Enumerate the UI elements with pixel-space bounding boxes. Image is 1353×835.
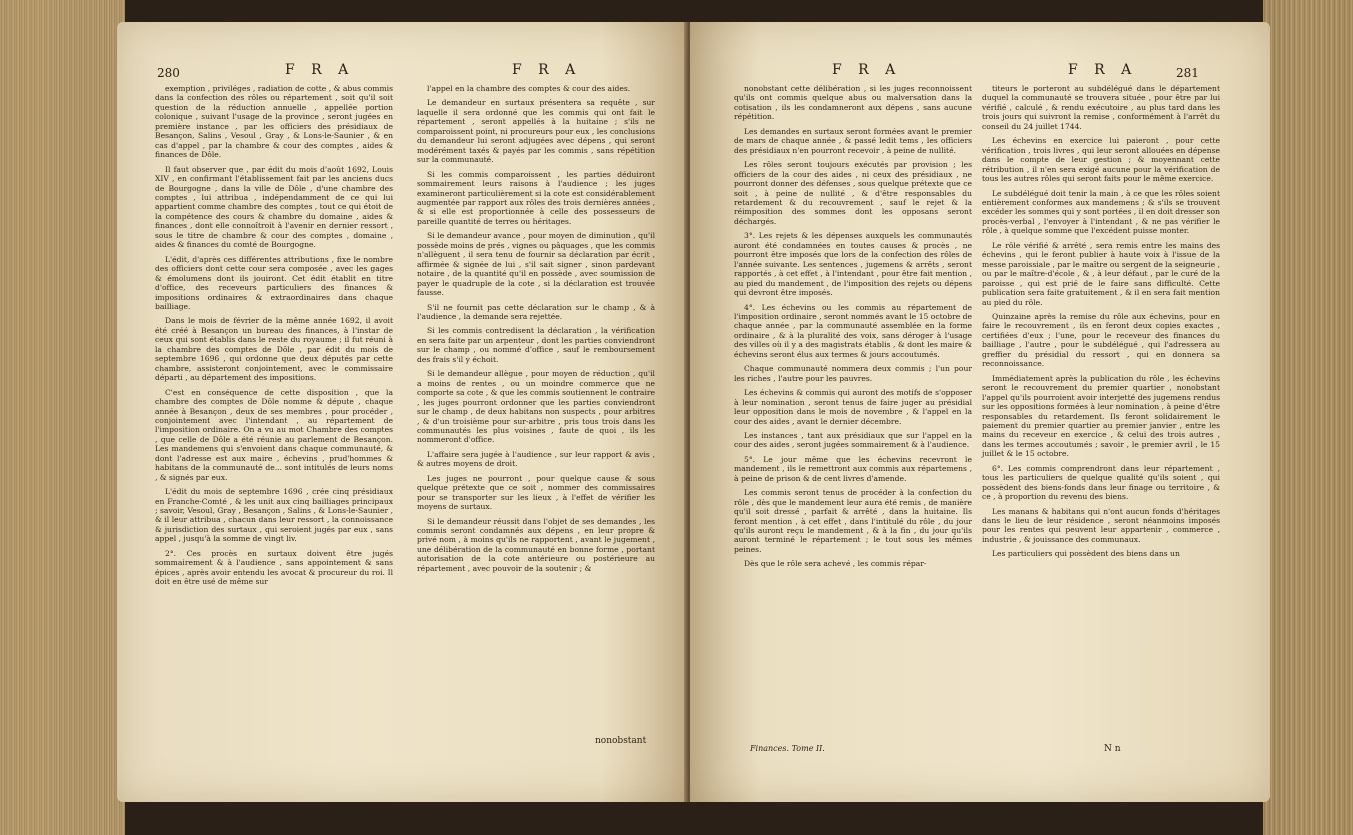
right-page bbox=[690, 22, 1270, 802]
paragraph: Si les commis contredisent la déclaration , la vérification en sera faite par un arpenteur , dont les parties conviendront sur le champ , ou nommé d'office , sauf le remboursement des frais s'il y échoit. bbox=[417, 326, 655, 364]
paragraph: Si le demandeur avance , pour moyen de diminution , qu'il possède moins de prés , vignes ou pâquages , que les commis n'allèguent , il sera tenu de fournir sa déclaration par écrit , affirmée & signée de lui , s'il sait signer , sinon pardevant notaire , de la quantité qu'il en possède , avec soumission de payer le quadruple de la cote , si la déclaration est trouvée fausse. bbox=[417, 231, 655, 298]
paragraph: L'affaire sera jugée à l'audience , sur leur rapport & avis , & autres moyens de droit. bbox=[417, 449, 655, 469]
paragraph: Les instances , tant aux présidiaux que sur l'appel en la cour des aides , seront jugées sommairement & à l'audience. bbox=[734, 430, 972, 450]
paragraph: Le subdélégué doit tenir la main , à ce que les rôles soient entièrement conformes aux mandemens ; & s'ils se trouvent excéder les sommes qui y sont portées , il en doit dresser son procès-verbal , l'envoyer à l'intendant , & ne pas vérifier le rôle , à quelque somme que l'excédent puisse monter. bbox=[982, 188, 1220, 236]
paragraph: L'édit du mois de septembre 1696 , crée cinq présidiaux en Franche-Comté , & les unit aux cinq bailliages principaux ; savoir, Vesoul, Gray , Besançon , Salins , & Lons-le-Saunier , & il leur attribua , chacun dans leur ressort , la connoissance & jurisdiction des surtaux , qui seroient jugés par eux , sans appel , jusqu'à la somme de vingt liv. bbox=[155, 487, 393, 544]
paragraph: Si le demandeur réussit dans l'objet de ses demandes , les commis seront condamnés aux dépens , en leur propre & privé nom , à moins qu'ils ne rapportent , avant le jugement , une délibération de la communauté en bonne forme , portant autorisation de la cote antérieure ou postérieure au répartement , avec pouvoir de la soutenir ; & bbox=[417, 516, 655, 573]
right-page-edges bbox=[1263, 0, 1353, 835]
left-page-column-1 bbox=[155, 84, 393, 592]
paragraph: Les demandes en surtaux seront formées avant le premier de mars de chaque année , & passé ledit tems , les officiers des présidiaux n'en pourront recevoir , à peine de nullité. bbox=[734, 126, 972, 155]
paragraph: Les échevins & commis qui auront des motifs de s'opposer à leur nomination , seront tenus de faire juger au présidial leur opposition dans le mois de novembre , & l'appel en la cour des aides , avant le dernier décembre. bbox=[734, 388, 972, 426]
paragraph: S'il ne fournit pas cette déclaration sur le champ , & à l'audience , la demande sera rejettée. bbox=[417, 302, 655, 321]
paragraph: Il faut observer que , par édit du mois d'août 1692, Louis XIV , en confirmant l'établissement fait par les anciens ducs de Bourgogne , dans la ville de Dôle , d'une chambre des comptes , lui attribua , indépendamment de ce qui lui appartient comme chambre des comptes , tout ce qui étoit de la compétence des cours & chambre du domaine , aides & finances , dont elle connoîtroit à l'avenir en dernier ressort , sous le titre de chambre & cour des comptes , domaine , aides & finances du comté de Bourgogne. bbox=[155, 164, 393, 250]
paragraph: Si le demandeur allègue , pour moyen de réduction , qu'il a moins de rentes , ou un moindre commerce que ne comporte sa cote , & que les commis soutiennent le contraire , les juges pourront ordonner que les parties conviendront sur le champ , de deux habitans non suspects , pour arbitres , & d'un troisième pour sur-arbitre , pris tous trois dans les communautés les plus voisines , faute de quoi , ils les nommeront d'office. bbox=[417, 369, 655, 445]
left-page bbox=[117, 22, 687, 802]
left-running-head-left: F R A bbox=[285, 62, 355, 78]
paragraph: Les commis seront tenus de procéder à la confection du rôle , dès que le mandement leur aura été remis , de manière qu'il soit dressé , parfait & arrêté , dans la huitaine. Ils feront mention , à cet effet , dans l'intitulé du rôle , du jour qu'ils auront reçu le mandement , & à la fin , du jour qu'ils auront terminé le répartement ; le tout sous les mêmes peines. bbox=[734, 488, 972, 554]
paragraph: Si les commis comparoissent , les parties déduiront sommairement leurs raisons à l'audience ; les juges examineront particulièrement si la cote est considérablement augmentée par rapport aux rôles des trois dernières années , & si elle est proportionnée à celle des possesseurs de pareille quantité de terres ou héritages. bbox=[417, 169, 655, 226]
paragraph: 2°. Ces procès en surtaux doivent être jugés sommairement & à l'audience , sans appointement & sans épices , après avoir entendu les avocat & procureur du roi. Il doit en être usé de même sur bbox=[155, 548, 393, 587]
paragraph: C'est en conséquence de cette disposition , que la chambre des comptes de Dôle nomme & députe , chaque année à Besançon , deux de ses membres , pour procéder , conjointement avec l'intendant , au répartement de l'imposition ordinaire. On a vu au mot Chambre des comptes , que celle de Dôle a été réunie au parlement de Besançon. Les mandemens qui s'envoient dans chaque communauté, & dont l'adresse est aux maire , échevins , prud'hommes & habitans de la communauté de... sont intitulés de leurs noms , & signés par eux. bbox=[155, 387, 393, 482]
paragraph: Le rôle vérifié & arrêté , sera remis entre les mains des échevins , qui le feront publier à haute voix à l'issue de la messe paroissiale , par le maître ou sergent de la seigneurie , ou par le maître-d'école , & , à leur défaut , par le curé de la paroisse , qui est prié de le faire sans difficulté. Cette publication sera faite gratuitement , & il en sera fait mention au pied du rôle. bbox=[982, 240, 1220, 307]
right-footnote: Finances. Tome II. bbox=[750, 744, 825, 753]
paragraph: 4°. Les échevins ou les commis au répartement de l'imposition ordinaire , seront nommés avant le 15 octobre de chaque année , par la communauté assemblée en la forme ordinaire , & à la pluralité des voix, sans déroger à l'usage des villes où il y a des magistrats établis , & dont les maire & échevins seront élus aux termes & jours accoutumés. bbox=[734, 302, 972, 359]
paragraph: Les juges ne pourront , pour quelque cause & sous quelque prétexte que ce soit , nommer des commissaires pour se transporter sur les lieux , à l'effet de vérifier les moyens de surtaux. bbox=[417, 473, 655, 512]
paragraph: nonobstant cette délibération , si les juges reconnoissent qu'ils ont commis quelque abus ou malversation dans la cotisation , ils les condamneront aux dépens , sans aucune répétition. bbox=[734, 84, 972, 122]
paragraph: 3°. Les rejets & les dépenses auxquels les communautés auront été condamnées en toutes causes & procès , ne pourront être imposés que lors de la confection des rôles de l'année suivante. Les sentences , jugemens & arrêts , seront rapportés , à cet effet , à l'intendant , pour être fait mention , au pied du mandement , de l'imposition des rejets ou dépens qui devront être imposés. bbox=[734, 231, 972, 298]
right-page-number: 281 bbox=[1176, 66, 1199, 80]
paragraph: Quinzaine après la remise du rôle aux échevins, pour en faire le recouvrement , ils en feront deux copies exactes , certifiées d'eux ; l'une, pour le receveur des finances du bailliage , l'autre , pour le subdélégué , qui l'adressera au greffier du présidial du ressort , qui en donnera sa reconnoissance. bbox=[982, 311, 1220, 369]
paragraph: Les échevins en exercice lui paieront , pour cette vérification , trois livres , qui leur seront allouées en dépense dans le compte de leur gestion ; & moyennant cette rétribution , il n'en sera exigé aucune pour la vérification de tous les autres rôles qui seront faits pour le même exercice. bbox=[982, 136, 1220, 184]
paragraph: exemption , priviléges , radiation de cotte , & abus commis dans la confection des rôles ou répartement , soit qu'il soit question de la réduction annuelle , appellée portion colonique , suivant l'usage de la province , seront jugées en première instance , par les officiers des présidiaux de Besançon, Salins , Vesoul , Gray , & Lons-le-Saunier , & en cas d'appel , par la chambre & cour des comptes , aides & finances de Dôle. bbox=[155, 84, 393, 160]
paragraph: titeurs le porteront au subdélégué dans le département duquel la communauté se trouvera située , pour être par lui vérifié , calculé , & rendu exécutoire , au plus tard dans les trois jours qui suivront la remise , conformément à l'arrêt du conseil du 24 juillet 1744. bbox=[982, 84, 1220, 131]
paragraph: Les rôles seront toujours exécutés par provision ; les officiers de la cour des aides , ni ceux des présidiaux , ne pourront donner des défenses , sous quelque prétexte que ce soit , à peine de nullité , & d'être responsables du retardement & du recouvrement , sauf le rejet & la réimposition des sommes dont les opposans seront déchargés. bbox=[734, 160, 972, 226]
right-signature-mark: N n bbox=[1104, 744, 1121, 754]
paragraph: L'édit, d'après ces différentes attributions , fixe le nombre des officiers dont cette cour sera composée , avec les gages & émolumens dont ils jouiront. Cet édit établit en titre d'office, des receveurs particuliers des finances & impositions ordinaires & extraordinaires dans chaque bailliage. bbox=[155, 254, 393, 311]
left-running-head-right: F R A bbox=[512, 62, 582, 78]
left-page-edges bbox=[0, 0, 125, 835]
paragraph: l'appel en la chambre des comptes & cour des aides. bbox=[427, 84, 631, 93]
paragraph: 6°. Les commis comprendront dans leur répartement , tous les particuliers de quelque qualité qu'ils soient , qui possèdent des biens-fonds dans leur finage ou territoire , & ce , à proportion du revenu des biens. bbox=[982, 463, 1220, 502]
right-page-column-2 bbox=[982, 84, 1220, 564]
right-page-column-1 bbox=[734, 84, 972, 574]
paragraph: 5°. Le jour même que les échevins recevront le mandement , ils le remettront aux commis aux répartemens , à peine de prison & de cent livres d'amende. bbox=[734, 454, 972, 483]
right-running-head-right: F R A bbox=[1068, 62, 1138, 78]
paragraph: Dès que le rôle sera achevé , les commis répar- bbox=[744, 559, 927, 569]
right-running-head-left: F R A bbox=[832, 62, 902, 78]
left-page-number: 280 bbox=[157, 66, 180, 80]
paragraph: Chaque communauté nommera deux commis ; l'un pour les riches , l'autre pour les pauvres. bbox=[734, 364, 972, 383]
paragraph: Immédiatement après la publication du rôle , les échevins seront le recouvrement du premier quartier , nonobstant l'appel qu'ils pourroient avoir interjetté des jugemens rendus sur les oppositions formées à leur nomination , à peine d'être responsables du retardement. Ils feront solidairement le paiement du premier quartier au premier janvier , entre les mains du receveur en exercice , & celui des trois autres , dans les termes accoutumés ; savoir , le premier avril , le 15 juillet & le 15 octobre. bbox=[982, 373, 1220, 459]
paragraph: Dans le mois de février de la même année 1692, il avoit été créé à Besançon un bureau des finances, à l'instar de ceux qui sont établis dans le reste du royaume ; il fut réuni à la chambre des comptes de Dôle , par édit du mois de septembre 1696 , qui ordonne que deux députés par cette chambre, assisteront conjointement, avec le commissaire départi , au département des impositions. bbox=[155, 316, 393, 383]
left-catchword: nonobstant bbox=[595, 736, 647, 746]
paragraph: Le demandeur en surtaux présentera sa requête , sur laquelle il sera ordonné que les commis qui ont fait le répartement , seront appellés à la huitaine ; s'ils ne comparoissent point, ni procureurs pour eux , les conclusions du demandeur lui seront adjugées avec dépens , qui seront modérément taxés & payés par les commis , sans répétition sur la communauté. bbox=[417, 98, 655, 165]
left-page-column-2 bbox=[417, 84, 655, 578]
paragraph: Les manans & habitans qui n'ont aucun fonds d'héritages dans le lieu de leur résidence , seront néanmoins imposés pour les rentes qui peuvent leur appartenir , commerce , industrie , & jouissance des communaux. bbox=[982, 506, 1220, 544]
paragraph: Les particuliers qui possèdent des biens dans un bbox=[992, 549, 1180, 559]
